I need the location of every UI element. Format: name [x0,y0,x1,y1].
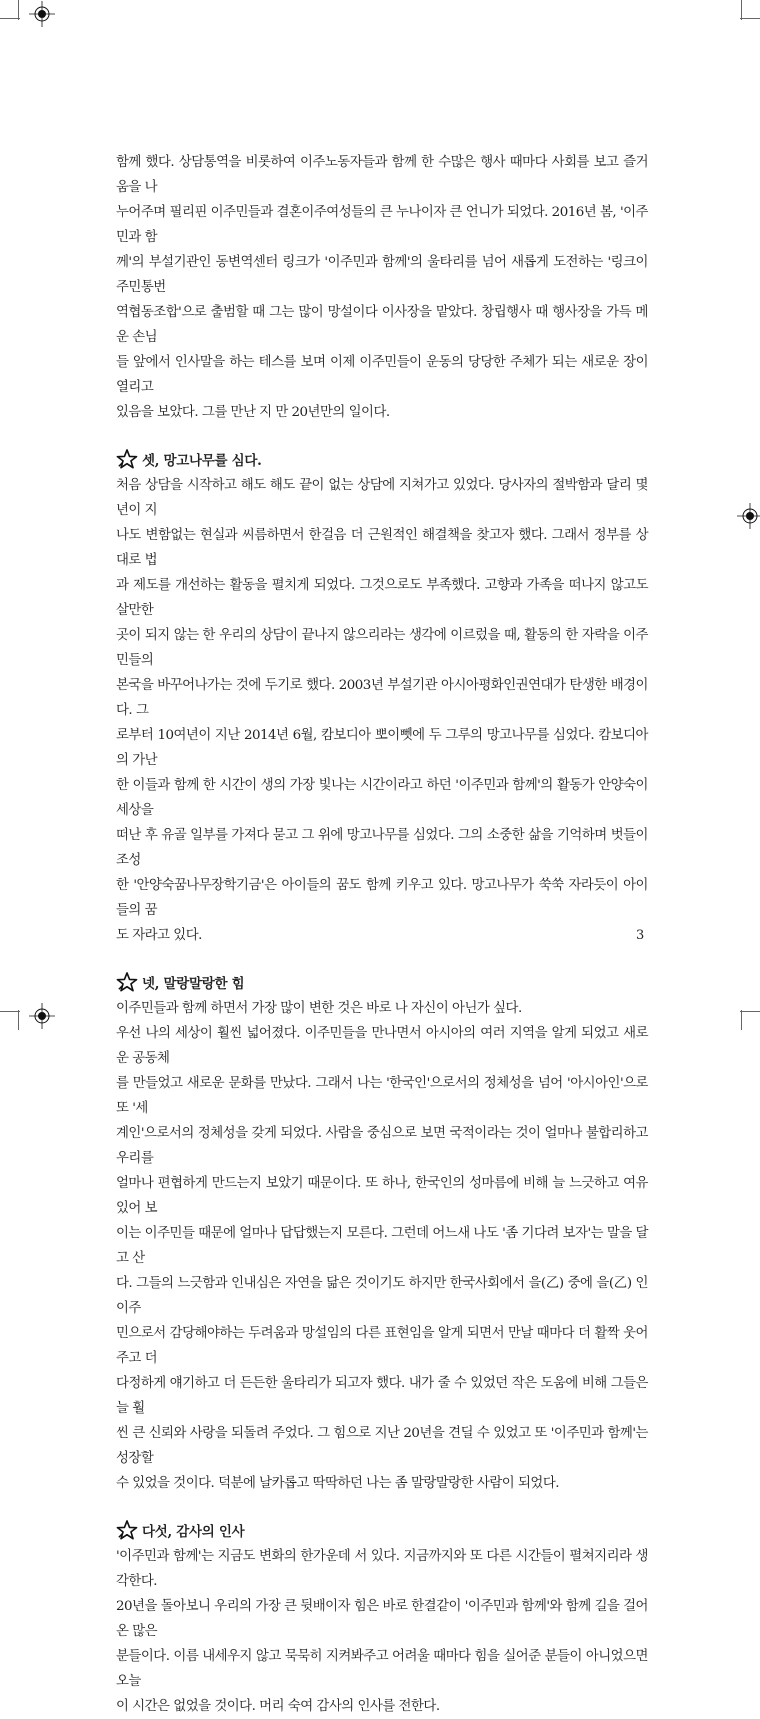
text-line: 본국을 바꾸어나가는 것에 두기로 했다. 2003년 부설기관 아시아평화인권연대가 탄생한 배경이다. 그 [116,678,648,718]
crop-mark [18,0,19,20]
section-title: 셋, 망고나무를 심다. [142,453,262,469]
text-line: 씬 큰 신뢰와 사랑을 되돌려 주었다. 그 힘으로 지난 20년을 견딜 수 있었고 또 '이주민과 함께'는 성장할 [116,1426,648,1466]
crop-mark [740,18,760,19]
text-line: 다. 그들의 느긋함과 인내심은 자연을 닮은 것이기도 하지만 한국사회에서 을(乙) 중에 을(乙) 인 이주 [116,1276,648,1316]
section-heading [116,447,648,471]
crop-mark [741,0,742,20]
crop-mark [0,18,20,19]
registration-mark-icon [737,503,760,529]
registration-mark-icon [29,1,55,27]
text-line: 이는 이주민들 때문에 얼마나 답답했는지 모른다. 그런데 어느새 나도 '좀 기다려 보자'는 말을 달고 산 [116,1226,648,1266]
text-line: 과 제도를 개선하는 활동을 펼치게 되었다. 그것으로도 부족했다. 고향과 가족을 떠나지 않고도 살만한 [116,578,648,618]
text-line: 민으로서 감당해야하는 두려움과 망설임의 다른 표현임을 알게 되면서 만날 때마다 더 활짝 웃어주고 더 [116,1326,648,1366]
text-line: 께'의 부설기관인 동변역센터 링크가 '이주민과 함께'의 울타리를 넘어 새롭게 도전하는 '링크이주민통번 [116,255,648,295]
section-paragraph [116,1544,648,1719]
text-line: 이 시간은 없었을 것이다. 머리 숙여 감사의 인사를 전한다. [116,1699,440,1714]
text-line: 이주민들과 함께 하면서 가장 많이 변한 것은 바로 나 자신이 아닌가 싶다. [116,1001,522,1016]
text-line: 20년을 돌아보니 우리의 가장 큰 뒷배이자 힘은 바로 한결같이 '이주민과 함께'와 함께 길을 걸어온 많은 [116,1599,648,1639]
text-line: 계인'으로서의 정체성을 갖게 되었다. 사람을 중심으로 보면 국적이라는 것이 얼마나 불합리하고 우리를 [116,1126,648,1166]
registration-mark-icon [29,1003,55,1029]
section-gratitude [116,1518,648,1719]
section-title: 넷, 말랑말랑한 힘 [142,976,245,992]
text-line: 역협동조합'으로 출범할 때 그는 많이 망설이다 이사장을 맡았다. 창립행사 때 행사장을 가득 메운 손님 [116,305,648,345]
text-line: 얼마나 편협하게 만드는지 보았기 때문이다. 또 하나, 한국인의 성마름에 비해 늘 느긋하고 여유 있어 보 [116,1176,648,1216]
text-line: 도 자라고 있다. [116,928,202,943]
text-line: 우선 나의 세상이 훨씬 넓어졌다. 이주민들을 만나면서 아시아의 여러 지역을 알게 되었고 새로운 공동체 [116,1026,648,1066]
text-line: '이주민과 함께'는 지금도 변화의 한가운데 서 있다. 지금까지와 또 다른 시간들이 펼쳐지리라 생각한다. [116,1549,648,1589]
text-line: 들 앞에서 인사말을 하는 테스를 보며 이제 이주민들이 운동의 당당한 주체가 되는 새로운 장이 열리고 [116,355,648,395]
section-paragraph [116,473,648,948]
star-outline-icon [116,449,138,469]
text-line: 다정하게 얘기하고 더 든든한 울타리가 되고자 했다. 내가 줄 수 있었던 작은 도움에 비해 그들은 늘 훨 [116,1376,648,1416]
text-line: 분들이다. 이름 내세우지 않고 묵묵히 지켜봐주고 어려울 때마다 힘을 실어준 분들이 아니었으면 오늘 [116,1649,648,1689]
text-line: 수 있었을 것이다. 덕분에 날카롭고 딱딱하던 나는 좀 말랑말랑한 사람이 되었다. [116,1476,560,1491]
text-line: 한 이들과 함께 한 시간이 생의 가장 빛나는 시간이라고 하던 '이주민과 함께'의 활동가 안양숙이 세상을 [116,778,648,818]
text-line: 곳이 되지 않는 한 우리의 상담이 끝나지 않으리라는 생각에 이르렀을 때, 활동의 한 자락을 이주민들의 [116,628,648,668]
star-outline-icon [116,1520,138,1540]
text-line: 한 '안양숙꿈나무장학기금'은 아이들의 꿈도 함께 키우고 있다. 망고나무가 쑥쑥 자라듯이 아이들의 꿈 [116,878,648,918]
intro-paragraph [116,150,648,425]
body-text [116,150,648,1719]
star-outline-icon [116,972,138,992]
text-line: 를 만들었고 새로운 문화를 만났다. 그래서 나는 '한국인'으로서의 정체성을 넘어 '아시아인'으로 또 '세 [116,1076,648,1116]
crop-mark [741,1010,742,1030]
text-line: 함께 했다. 상담통역을 비롯하여 이주노동자들과 함께 한 수많은 행사 때마다 사회를 보고 즐거움을 나 [116,155,648,195]
crop-mark [0,1011,20,1012]
section-heading [116,970,648,994]
section-mango-tree [116,447,648,948]
text-line: 나도 변함없는 현실과 씨름하면서 한걸음 더 근원적인 해결책을 찾고자 했다. 그래서 정부를 상대로 법 [116,528,648,568]
section-paragraph [116,996,648,1496]
page-number: 3 [636,928,645,943]
text-line: 누어주며 필리핀 이주민들과 결혼이주여성들의 큰 누나이자 큰 언니가 되었다. 2016년 봄, '이주민과 함 [116,205,648,245]
text-line: 로부터 10여년이 지난 2014년 6월, 캄보디아 뽀이뻿에 두 그루의 망고나무를 심었다. 캄보디아의 가난 [116,728,648,768]
crop-mark [18,1010,19,1030]
section-heading [116,1518,648,1542]
crop-mark [740,1011,760,1012]
text-line: 처음 상담을 시작하고 해도 해도 끝이 없는 상담에 지쳐가고 있었다. 당사자의 절박함과 달리 몇 년이 지 [116,478,648,518]
section-soft-power [116,970,648,1496]
text-line: 떠난 후 유골 일부를 가져다 묻고 그 위에 망고나무를 심었다. 그의 소중한 삶을 기억하며 벗들이 조성 [116,828,648,868]
section-title: 다섯, 감사의 인사 [142,1524,245,1540]
text-line: 있음을 보았다. 그를 만난 지 만 20년만의 일이다. [116,405,390,420]
